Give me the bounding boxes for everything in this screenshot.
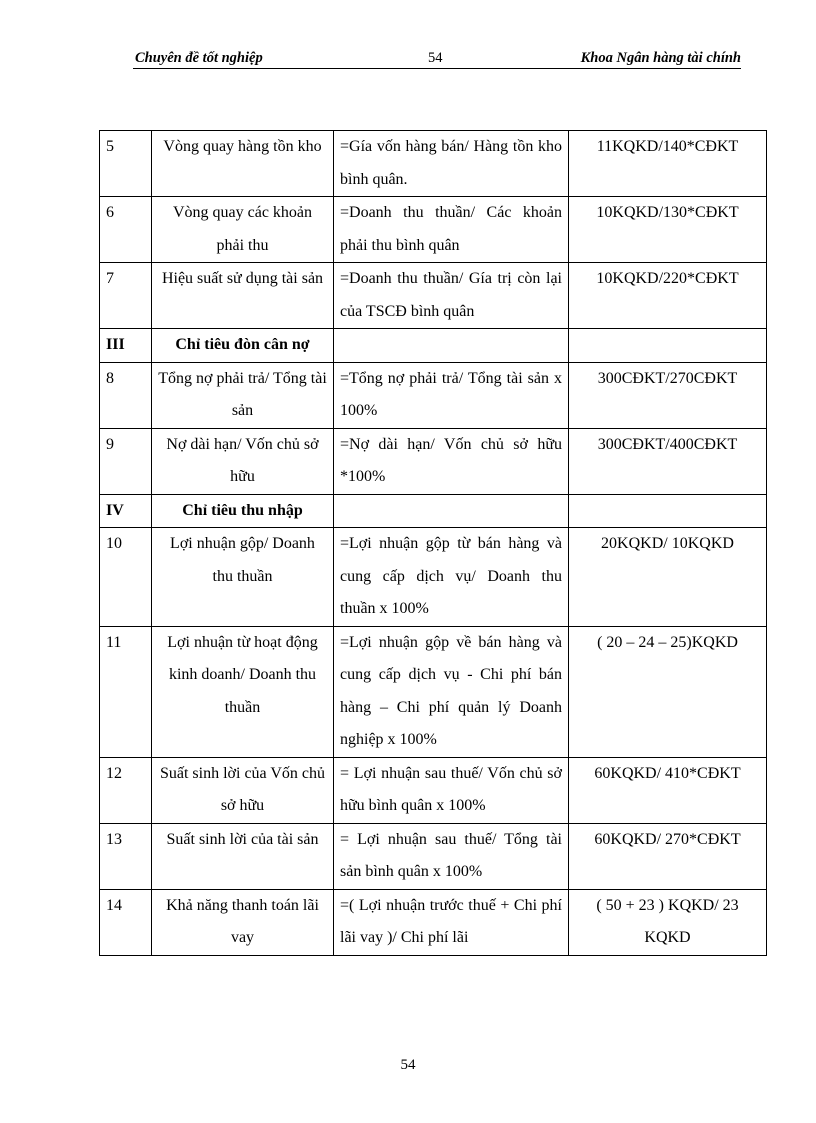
- row-number: 10: [100, 528, 152, 627]
- indicator-name: Suất sinh lời của tài sản: [152, 823, 334, 889]
- indicator-source: 10KQKD/130*CĐKT: [569, 197, 767, 263]
- header-left-title: Chuyên đề tốt nghiệp: [135, 50, 263, 66]
- table-row: [100, 626, 767, 757]
- indicator-source: 60KQKD/ 410*CĐKT: [569, 757, 767, 823]
- indicator-source: 20KQKD/ 10KQKD: [569, 528, 767, 627]
- row-number: 13: [100, 823, 152, 889]
- indicator-formula: =Lợi nhuận gộp từ bán hàng và cung cấp dịch vụ/ Doanh thu thuần x 100%: [334, 528, 569, 627]
- indicator-name: Hiệu suất sử dụng tài sản: [152, 263, 334, 329]
- indicator-formula: =Tổng nợ phải trả/ Tổng tài sản x 100%: [334, 362, 569, 428]
- indicator-source: 10KQKD/220*CĐKT: [569, 263, 767, 329]
- section-row: [100, 329, 767, 363]
- page-header: [133, 50, 741, 69]
- indicator-formula: = Lợi nhuận sau thuế/ Vốn chủ sở hữu bình quân x 100%: [334, 757, 569, 823]
- indicator-formula: = Lợi nhuận sau thuế/ Tổng tài sản bình quân x 100%: [334, 823, 569, 889]
- header-page-number: 54: [428, 50, 443, 66]
- indicator-name: Lợi nhuận từ hoạt động kinh doanh/ Doanh thu thuần: [152, 626, 334, 757]
- indicator-formula: =Doanh thu thuần/ Các khoản phải thu bình quân: [334, 197, 569, 263]
- row-number: 14: [100, 889, 152, 955]
- indicator-name: Vòng quay hàng tồn kho: [152, 131, 334, 197]
- indicator-name: Lợi nhuận gộp/ Doanh thu thuần: [152, 528, 334, 627]
- indicator-formula: =Gía vốn hàng bán/ Hàng tồn kho bình quân.: [334, 131, 569, 197]
- indicator-source: ( 20 – 24 – 25)KQKD: [569, 626, 767, 757]
- indicator-formula: =Nợ dài hạn/ Vốn chủ sở hữu *100%: [334, 428, 569, 494]
- table-row: [100, 428, 767, 494]
- row-number: 5: [100, 131, 152, 197]
- row-number: 12: [100, 757, 152, 823]
- section-title: Chỉ tiêu thu nhập: [152, 494, 334, 528]
- indicator-formula: =( Lợi nhuận trước thuế + Chi phí lãi vay )/ Chi phí lãi: [334, 889, 569, 955]
- indicator-name: Tổng nợ phải trả/ Tổng tài sản: [152, 362, 334, 428]
- indicator-name: Suất sinh lời của Vốn chủ sở hữu: [152, 757, 334, 823]
- row-number: 8: [100, 362, 152, 428]
- table-row: [100, 889, 767, 955]
- indicator-name: Vòng quay các khoản phải thu: [152, 197, 334, 263]
- indicator-source: 11KQKD/140*CĐKT: [569, 131, 767, 197]
- indicator-source: ( 50 + 23 ) KQKD/ 23 KQKD: [569, 889, 767, 955]
- section-number: III: [100, 329, 152, 363]
- indicator-name: Nợ dài hạn/ Vốn chủ sở hữu: [152, 428, 334, 494]
- header-right-title: Khoa Ngân hàng tài chính: [580, 50, 741, 66]
- indicator-source: 300CĐKT/270CĐKT: [569, 362, 767, 428]
- indicator-name: Khả năng thanh toán lãi vay: [152, 889, 334, 955]
- row-number: 7: [100, 263, 152, 329]
- indicator-source: 300CĐKT/400CĐKT: [569, 428, 767, 494]
- table-row: [100, 362, 767, 428]
- indicator-formula: =Doanh thu thuần/ Gía trị còn lại của TSCĐ bình quân: [334, 263, 569, 329]
- section-row: [100, 494, 767, 528]
- table-row: [100, 131, 767, 197]
- table-row: [100, 263, 767, 329]
- indicator-source: 60KQKD/ 270*CĐKT: [569, 823, 767, 889]
- row-number: 6: [100, 197, 152, 263]
- table-row: [100, 197, 767, 263]
- indicator-formula: =Lợi nhuận gộp về bán hàng và cung cấp dịch vụ - Chi phí bán hàng – Chi phí quản lý Doanh nghiệp x 100%: [334, 626, 569, 757]
- row-number: 9: [100, 428, 152, 494]
- table-row: [100, 823, 767, 889]
- indicator-table: [99, 130, 767, 956]
- table-row: [100, 757, 767, 823]
- section-title: Chỉ tiêu đòn cân nợ: [152, 329, 334, 363]
- row-number: 11: [100, 626, 152, 757]
- table-row: [100, 528, 767, 627]
- section-number: IV: [100, 494, 152, 528]
- page-footer-number: 54: [400, 1057, 416, 1073]
